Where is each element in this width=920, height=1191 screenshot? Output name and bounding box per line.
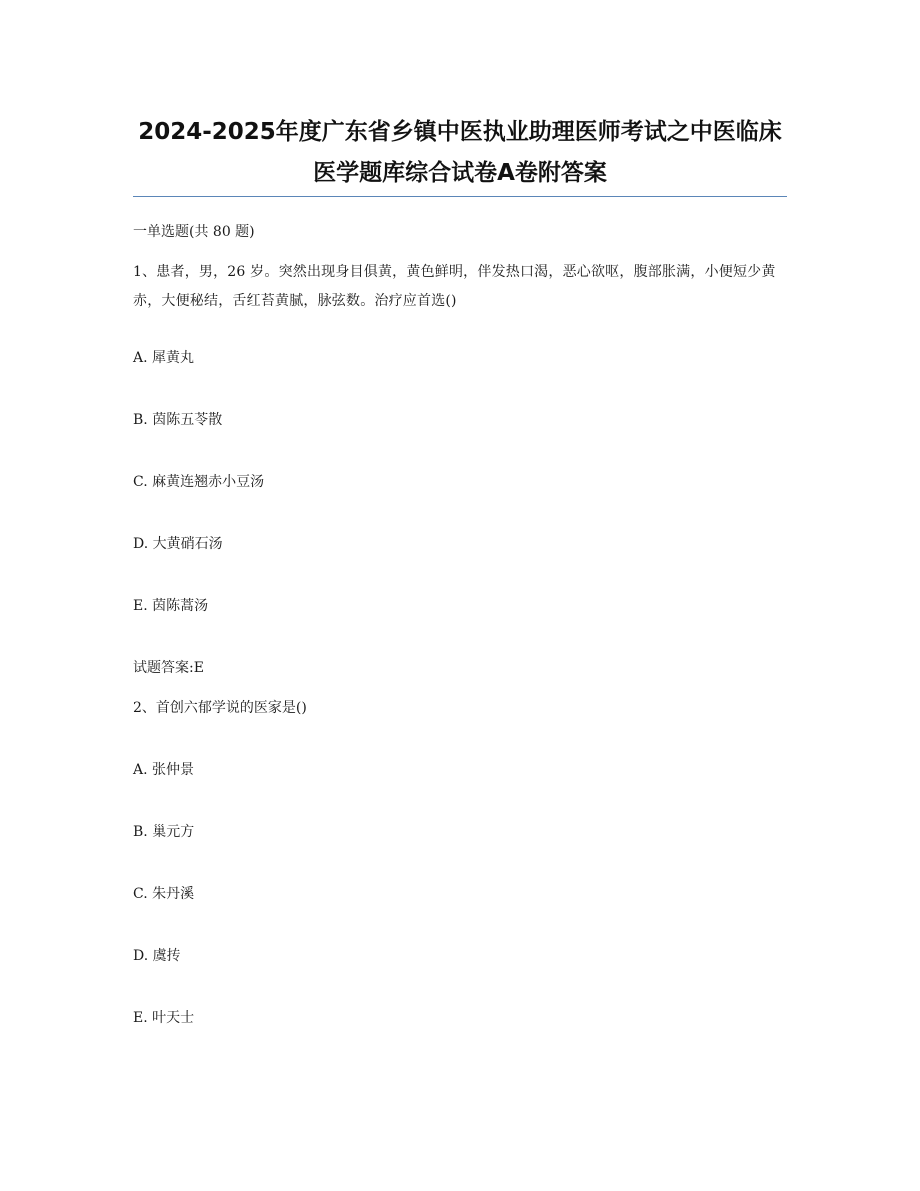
question-2-option-e: E. 叶天士 [133, 1010, 195, 1026]
page-title: 2024-2025年度广东省乡镇中医执业助理医师考试之中医临床医学题库综合试卷A卷附答案 [138, 119, 782, 186]
question-2-option-b: B. 巢元方 [133, 824, 195, 840]
question-2-option-d: D. 虞抟 [133, 948, 181, 964]
question-1-answer: 试题答案:E [133, 660, 204, 676]
question-1-text: 1、患者，男，26 岁。突然出现身目俱黄，黄色鲜明，伴发热口渴，恶心欲呕，腹部胀满，小便短少黄赤，大便秘结，舌红苔黄腻，脉弦数。治疗应首选() [133, 264, 776, 309]
question-1-option-d: D. 大黄硝石汤 [133, 536, 223, 552]
question-2-option-c: C. 朱丹溪 [133, 886, 195, 902]
title-divider [133, 196, 787, 197]
question-1-option-e: E. 茵陈蒿汤 [133, 598, 209, 614]
question-2-text: 2、首创六郁学说的医家是() [133, 700, 307, 716]
question-1-option-b: B. 茵陈五苓散 [133, 412, 223, 428]
section-label: 一单选题(共 80 题) [133, 224, 255, 240]
question-2-option-a: A. 张仲景 [133, 762, 195, 778]
question-1-option-a: A. 犀黄丸 [133, 350, 195, 366]
question-1-option-c: C. 麻黄连翘赤小豆汤 [133, 474, 265, 490]
